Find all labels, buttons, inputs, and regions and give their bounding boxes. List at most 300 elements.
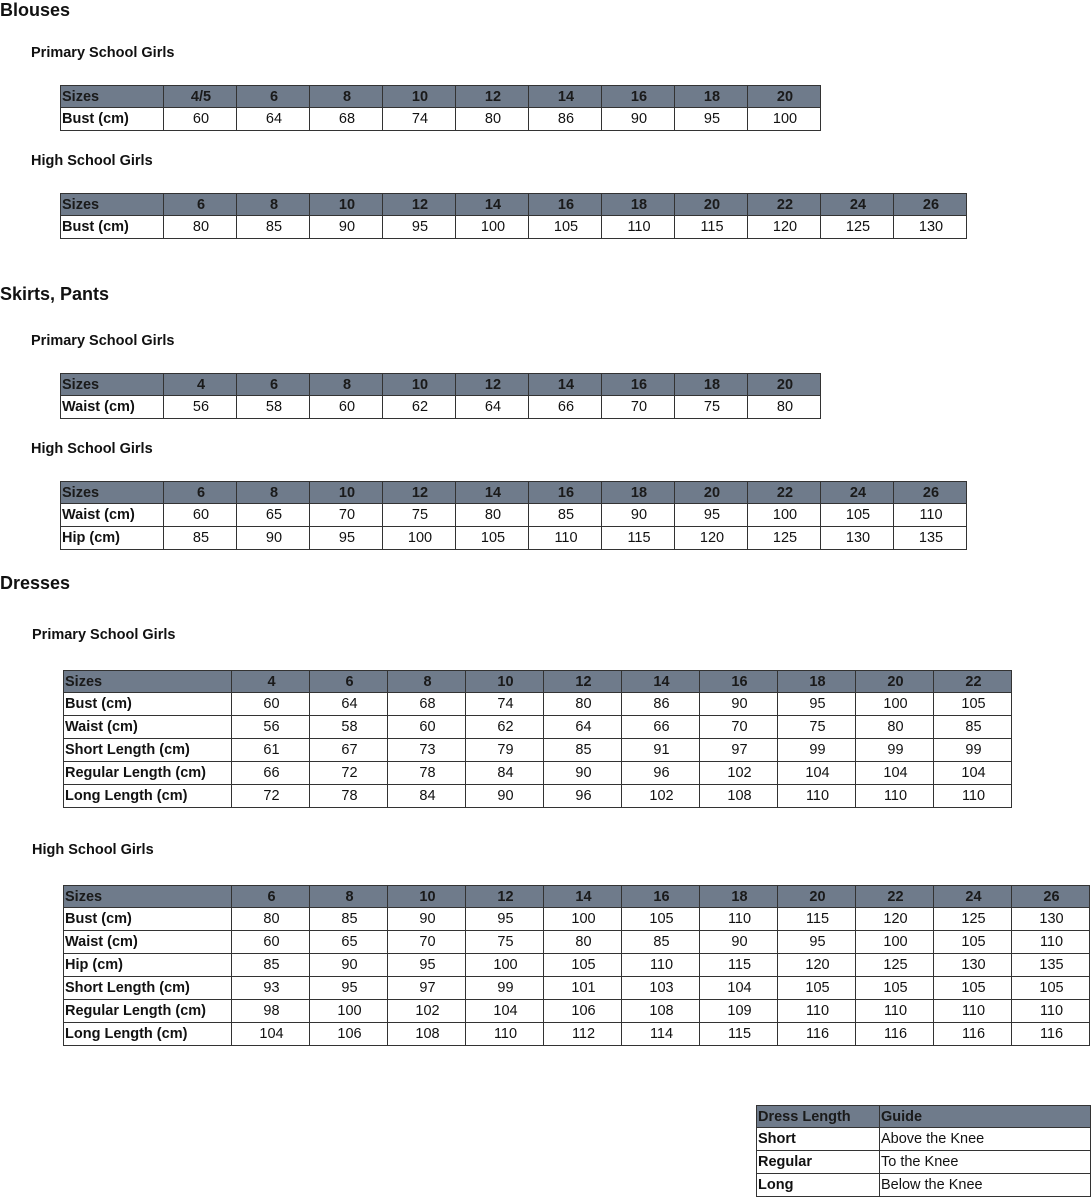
measurement-value-cell: 104	[466, 1000, 544, 1023]
table-header-row	[61, 194, 967, 216]
size-header-cell: 18	[602, 482, 675, 504]
size-header-cell: 16	[622, 886, 700, 908]
measurement-value-cell: 90	[700, 693, 778, 716]
measurement-label-cell: Hip (cm)	[61, 527, 164, 550]
measurement-value-cell: 103	[622, 977, 700, 1000]
measurement-value-cell: 80	[748, 396, 821, 419]
size-header-cell: 18	[675, 374, 748, 396]
measurement-value-cell: 110	[894, 504, 967, 527]
measurement-value-cell: 114	[622, 1023, 700, 1046]
measurement-value-cell: 70	[602, 396, 675, 419]
measurement-value-cell: 90	[544, 762, 622, 785]
measurement-label-cell: Waist (cm)	[64, 931, 232, 954]
measurement-value-cell: 80	[544, 693, 622, 716]
size-header-cell: 10	[310, 194, 383, 216]
size-header-cell: 20	[856, 671, 934, 693]
measurement-value-cell: 75	[466, 931, 544, 954]
table-row	[64, 739, 1012, 762]
dress-length-guide-table	[756, 1105, 1091, 1197]
size-header-cell: 10	[466, 671, 544, 693]
measurement-value-cell: 85	[310, 908, 388, 931]
measurement-label-cell: Waist (cm)	[61, 504, 164, 527]
size-header-cell: 22	[748, 194, 821, 216]
size-header-cell: 10	[310, 482, 383, 504]
measurement-value-cell: 105	[529, 216, 602, 239]
guide-header-row	[757, 1106, 1091, 1128]
table-row	[64, 1000, 1090, 1023]
measurement-value-cell: 105	[821, 504, 894, 527]
size-header-cell: 16	[529, 194, 602, 216]
measurement-value-cell: 60	[388, 716, 466, 739]
size-header-cell: 8	[237, 194, 310, 216]
measurement-value-cell: 80	[856, 716, 934, 739]
measurement-value-cell: 90	[602, 108, 675, 131]
size-header-cell: 18	[675, 86, 748, 108]
measurement-value-cell: 72	[232, 785, 310, 808]
size-header-cell: 24	[934, 886, 1012, 908]
guide-length-label: Short	[757, 1128, 880, 1151]
size-header-cell: 18	[778, 671, 856, 693]
size-header-cell: 6	[310, 671, 388, 693]
measurement-value-cell: 75	[383, 504, 456, 527]
measurement-value-cell: 84	[466, 762, 544, 785]
size-header-cell: 10	[388, 886, 466, 908]
measurement-value-cell: 99	[778, 739, 856, 762]
measurement-value-cell: 110	[934, 785, 1012, 808]
measurement-value-cell: 65	[237, 504, 310, 527]
measurement-value-cell: 95	[675, 504, 748, 527]
size-header-cell: 12	[383, 194, 456, 216]
measurement-value-cell: 110	[602, 216, 675, 239]
measurement-value-cell: 110	[856, 1000, 934, 1023]
measurement-value-cell: 85	[237, 216, 310, 239]
measurement-value-cell: 90	[602, 504, 675, 527]
measurement-value-cell: 66	[622, 716, 700, 739]
size-header-cell: 20	[748, 86, 821, 108]
measurement-value-cell: 100	[856, 931, 934, 954]
subtitle-dresses-high: High School Girls	[32, 842, 154, 858]
size-header-cell: 8	[388, 671, 466, 693]
size-header-cell: 10	[383, 86, 456, 108]
measurement-value-cell: 68	[388, 693, 466, 716]
size-header-cell: 14	[544, 886, 622, 908]
measurement-label-cell: Short Length (cm)	[64, 739, 232, 762]
measurement-value-cell: 115	[700, 954, 778, 977]
size-header-cell: 14	[529, 86, 602, 108]
size-header-cell: 14	[622, 671, 700, 693]
guide-row-long	[757, 1174, 1091, 1197]
size-header-cell: 16	[529, 482, 602, 504]
measurement-value-cell: 105	[934, 693, 1012, 716]
measurement-value-cell: 105	[934, 977, 1012, 1000]
size-header-cell: 14	[456, 194, 529, 216]
size-header-cell: 10	[383, 374, 456, 396]
measurement-label-cell: Waist (cm)	[61, 396, 164, 419]
measurement-value-cell: 110	[1012, 1000, 1090, 1023]
measurement-value-cell: 95	[383, 216, 456, 239]
measurement-label-cell: Regular Length (cm)	[64, 762, 232, 785]
measurement-value-cell: 61	[232, 739, 310, 762]
size-header-cell: 6	[232, 886, 310, 908]
size-table-blouses-high	[60, 193, 967, 239]
measurement-value-cell: 130	[934, 954, 1012, 977]
measurement-value-cell: 102	[622, 785, 700, 808]
measurement-value-cell: 110	[622, 954, 700, 977]
measurement-value-cell: 100	[748, 504, 821, 527]
section-title-skirts-pants: Skirts, Pants	[0, 284, 110, 304]
measurement-value-cell: 108	[700, 785, 778, 808]
measurement-value-cell: 125	[748, 527, 821, 550]
measurement-value-cell: 97	[388, 977, 466, 1000]
measurement-value-cell: 64	[237, 108, 310, 131]
size-header-cell: 4/5	[164, 86, 237, 108]
measurement-value-cell: 80	[164, 216, 237, 239]
measurement-value-cell: 101	[544, 977, 622, 1000]
table-row	[64, 785, 1012, 808]
measurement-value-cell: 80	[456, 504, 529, 527]
size-header-cell: 20	[675, 482, 748, 504]
measurement-value-cell: 100	[856, 693, 934, 716]
measurement-value-cell: 115	[778, 908, 856, 931]
subtitle-dresses-primary: Primary School Girls	[32, 627, 176, 643]
size-header-cell: 22	[748, 482, 821, 504]
measurement-value-cell: 85	[529, 504, 602, 527]
measurement-value-cell: 79	[466, 739, 544, 762]
size-header-cell: 12	[383, 482, 456, 504]
measurement-value-cell: 104	[778, 762, 856, 785]
measurement-value-cell: 60	[310, 396, 383, 419]
table-row	[64, 954, 1090, 977]
size-header-cell: 22	[856, 886, 934, 908]
size-header-cell: 20	[748, 374, 821, 396]
measurement-value-cell: 115	[602, 527, 675, 550]
table-header-row	[61, 482, 967, 504]
measurement-value-cell: 130	[1012, 908, 1090, 931]
size-header-cell: 6	[237, 86, 310, 108]
guide-length-label: Regular	[757, 1151, 880, 1174]
guide-header-dress-length: Dress Length	[757, 1106, 880, 1128]
measurement-value-cell: 116	[778, 1023, 856, 1046]
measurement-value-cell: 99	[466, 977, 544, 1000]
measurement-value-cell: 58	[237, 396, 310, 419]
subtitle-skirts-high: High School Girls	[31, 441, 153, 457]
measurement-value-cell: 104	[856, 762, 934, 785]
measurement-value-cell: 100	[748, 108, 821, 131]
size-table-blouses-primary	[60, 85, 821, 131]
measurement-value-cell: 60	[164, 504, 237, 527]
table-header-row	[61, 374, 821, 396]
measurement-value-cell: 85	[164, 527, 237, 550]
size-header-cell: 20	[778, 886, 856, 908]
measurement-value-cell: 95	[778, 931, 856, 954]
measurement-value-cell: 100	[310, 1000, 388, 1023]
guide-row-regular	[757, 1151, 1091, 1174]
measurement-value-cell: 110	[466, 1023, 544, 1046]
measurement-value-cell: 90	[388, 908, 466, 931]
measurement-value-cell: 66	[232, 762, 310, 785]
measurement-value-cell: 106	[544, 1000, 622, 1023]
table-row	[64, 716, 1012, 739]
sizes-header-cell: Sizes	[61, 374, 164, 396]
measurement-value-cell: 60	[164, 108, 237, 131]
size-header-cell: 24	[821, 482, 894, 504]
measurement-label-cell: Bust (cm)	[61, 108, 164, 131]
measurement-value-cell: 100	[383, 527, 456, 550]
measurement-value-cell: 98	[232, 1000, 310, 1023]
measurement-value-cell: 116	[1012, 1023, 1090, 1046]
measurement-value-cell: 112	[544, 1023, 622, 1046]
measurement-value-cell: 100	[466, 954, 544, 977]
sizes-header-cell: Sizes	[61, 86, 164, 108]
measurement-value-cell: 62	[466, 716, 544, 739]
size-header-cell: 12	[456, 374, 529, 396]
measurement-value-cell: 105	[622, 908, 700, 931]
measurement-value-cell: 90	[466, 785, 544, 808]
measurement-value-cell: 95	[310, 527, 383, 550]
size-header-cell: 14	[529, 374, 602, 396]
measurement-value-cell: 96	[622, 762, 700, 785]
measurement-value-cell: 85	[544, 739, 622, 762]
measurement-value-cell: 74	[466, 693, 544, 716]
size-header-cell: 24	[821, 194, 894, 216]
measurement-value-cell: 85	[232, 954, 310, 977]
measurement-label-cell: Bust (cm)	[64, 693, 232, 716]
table-header-row	[64, 671, 1012, 693]
measurement-value-cell: 58	[310, 716, 388, 739]
measurement-value-cell: 95	[310, 977, 388, 1000]
size-header-cell: 8	[310, 86, 383, 108]
measurement-value-cell: 105	[456, 527, 529, 550]
size-table-skirts-primary	[60, 373, 821, 419]
measurement-value-cell: 74	[383, 108, 456, 131]
table-header-row	[61, 86, 821, 108]
measurement-value-cell: 70	[388, 931, 466, 954]
measurement-value-cell: 110	[529, 527, 602, 550]
table-row	[64, 1023, 1090, 1046]
measurement-value-cell: 95	[388, 954, 466, 977]
measurement-value-cell: 60	[232, 693, 310, 716]
measurement-value-cell: 125	[821, 216, 894, 239]
measurement-label-cell: Bust (cm)	[61, 216, 164, 239]
measurement-value-cell: 67	[310, 739, 388, 762]
size-header-cell: 26	[894, 194, 967, 216]
measurement-value-cell: 115	[675, 216, 748, 239]
measurement-value-cell: 95	[778, 693, 856, 716]
measurement-value-cell: 110	[700, 908, 778, 931]
size-header-cell: 18	[602, 194, 675, 216]
size-header-cell: 4	[232, 671, 310, 693]
table-row	[64, 977, 1090, 1000]
table-header-row	[64, 886, 1090, 908]
sizes-header-cell: Sizes	[64, 886, 232, 908]
measurement-value-cell: 95	[675, 108, 748, 131]
measurement-value-cell: 110	[778, 1000, 856, 1023]
size-header-cell: 18	[700, 886, 778, 908]
measurement-value-cell: 80	[456, 108, 529, 131]
measurement-value-cell: 108	[622, 1000, 700, 1023]
measurement-label-cell: Waist (cm)	[64, 716, 232, 739]
measurement-value-cell: 86	[529, 108, 602, 131]
measurement-value-cell: 105	[544, 954, 622, 977]
size-header-cell: 16	[700, 671, 778, 693]
measurement-value-cell: 116	[934, 1023, 1012, 1046]
measurement-label-cell: Short Length (cm)	[64, 977, 232, 1000]
measurement-value-cell: 90	[700, 931, 778, 954]
section-title-dresses: Dresses	[0, 573, 71, 593]
size-table-dresses-high	[63, 885, 1090, 1046]
measurement-value-cell: 104	[700, 977, 778, 1000]
measurement-value-cell: 105	[934, 931, 1012, 954]
measurement-value-cell: 75	[675, 396, 748, 419]
measurement-value-cell: 110	[778, 785, 856, 808]
measurement-value-cell: 85	[934, 716, 1012, 739]
measurement-value-cell: 64	[456, 396, 529, 419]
measurement-value-cell: 80	[544, 931, 622, 954]
size-header-cell: 12	[456, 86, 529, 108]
measurement-value-cell: 100	[456, 216, 529, 239]
size-header-cell: 20	[675, 194, 748, 216]
guide-row-short	[757, 1128, 1091, 1151]
guide-description: To the Knee	[880, 1151, 1091, 1174]
measurement-value-cell: 120	[675, 527, 748, 550]
table-row	[61, 527, 967, 550]
measurement-value-cell: 73	[388, 739, 466, 762]
measurement-label-cell: Regular Length (cm)	[64, 1000, 232, 1023]
measurement-value-cell: 100	[544, 908, 622, 931]
measurement-label-cell: Long Length (cm)	[64, 785, 232, 808]
measurement-value-cell: 95	[466, 908, 544, 931]
measurement-value-cell: 68	[310, 108, 383, 131]
measurement-value-cell: 115	[700, 1023, 778, 1046]
guide-description: Above the Knee	[880, 1128, 1091, 1151]
measurement-value-cell: 105	[856, 977, 934, 1000]
measurement-value-cell: 84	[388, 785, 466, 808]
guide-description: Below the Knee	[880, 1174, 1091, 1197]
size-header-cell: 16	[602, 86, 675, 108]
table-row	[61, 396, 821, 419]
measurement-value-cell: 90	[237, 527, 310, 550]
measurement-value-cell: 62	[383, 396, 456, 419]
size-table-dresses-primary	[63, 670, 1012, 808]
subtitle-skirts-primary: Primary School Girls	[31, 333, 175, 349]
measurement-value-cell: 120	[856, 908, 934, 931]
size-header-cell: 6	[164, 482, 237, 504]
measurement-value-cell: 75	[778, 716, 856, 739]
measurement-value-cell: 99	[856, 739, 934, 762]
table-row	[64, 693, 1012, 716]
sizes-header-cell: Sizes	[61, 194, 164, 216]
measurement-value-cell: 135	[894, 527, 967, 550]
measurement-value-cell: 56	[164, 396, 237, 419]
measurement-value-cell: 110	[1012, 931, 1090, 954]
measurement-value-cell: 110	[856, 785, 934, 808]
size-header-cell: 14	[456, 482, 529, 504]
size-header-cell: 16	[602, 374, 675, 396]
size-header-cell: 8	[237, 482, 310, 504]
measurement-value-cell: 64	[310, 693, 388, 716]
table-row	[64, 931, 1090, 954]
measurement-value-cell: 105	[778, 977, 856, 1000]
measurement-value-cell: 85	[622, 931, 700, 954]
table-row	[61, 216, 967, 239]
measurement-value-cell: 60	[232, 931, 310, 954]
measurement-value-cell: 66	[529, 396, 602, 419]
measurement-value-cell: 102	[700, 762, 778, 785]
measurement-value-cell: 90	[310, 216, 383, 239]
measurement-value-cell: 90	[310, 954, 388, 977]
size-table-skirts-high	[60, 481, 967, 550]
measurement-value-cell: 97	[700, 739, 778, 762]
measurement-value-cell: 72	[310, 762, 388, 785]
measurement-value-cell: 104	[232, 1023, 310, 1046]
measurement-label-cell: Hip (cm)	[64, 954, 232, 977]
size-header-cell: 12	[544, 671, 622, 693]
size-header-cell: 8	[310, 374, 383, 396]
measurement-value-cell: 70	[700, 716, 778, 739]
table-row	[64, 908, 1090, 931]
size-header-cell: 6	[237, 374, 310, 396]
section-title-blouses: Blouses	[0, 0, 71, 20]
size-header-cell: 26	[1012, 886, 1090, 908]
measurement-value-cell: 65	[310, 931, 388, 954]
table-row	[61, 108, 821, 131]
measurement-label-cell: Long Length (cm)	[64, 1023, 232, 1046]
guide-length-label: Long	[757, 1174, 880, 1197]
size-header-cell: 26	[894, 482, 967, 504]
measurement-value-cell: 80	[232, 908, 310, 931]
measurement-value-cell: 130	[894, 216, 967, 239]
sizes-header-cell: Sizes	[61, 482, 164, 504]
measurement-value-cell: 86	[622, 693, 700, 716]
measurement-value-cell: 102	[388, 1000, 466, 1023]
measurement-value-cell: 110	[934, 1000, 1012, 1023]
size-header-cell: 6	[164, 194, 237, 216]
measurement-value-cell: 106	[310, 1023, 388, 1046]
measurement-value-cell: 108	[388, 1023, 466, 1046]
subtitle-blouses-high: High School Girls	[31, 153, 153, 169]
measurement-value-cell: 56	[232, 716, 310, 739]
measurement-value-cell: 78	[310, 785, 388, 808]
measurement-value-cell: 96	[544, 785, 622, 808]
size-header-cell: 22	[934, 671, 1012, 693]
subtitle-blouses-primary: Primary School Girls	[31, 45, 175, 61]
measurement-value-cell: 120	[748, 216, 821, 239]
measurement-value-cell: 93	[232, 977, 310, 1000]
measurement-value-cell: 116	[856, 1023, 934, 1046]
measurement-value-cell: 135	[1012, 954, 1090, 977]
sizes-header-cell: Sizes	[64, 671, 232, 693]
size-header-cell: 4	[164, 374, 237, 396]
measurement-label-cell: Bust (cm)	[64, 908, 232, 931]
measurement-value-cell: 104	[934, 762, 1012, 785]
measurement-value-cell: 70	[310, 504, 383, 527]
size-header-cell: 12	[466, 886, 544, 908]
measurement-value-cell: 105	[1012, 977, 1090, 1000]
measurement-value-cell: 109	[700, 1000, 778, 1023]
measurement-value-cell: 91	[622, 739, 700, 762]
measurement-value-cell: 125	[934, 908, 1012, 931]
measurement-value-cell: 78	[388, 762, 466, 785]
measurement-value-cell: 64	[544, 716, 622, 739]
table-row	[64, 762, 1012, 785]
measurement-value-cell: 99	[934, 739, 1012, 762]
guide-header-guide: Guide	[880, 1106, 1091, 1128]
measurement-value-cell: 120	[778, 954, 856, 977]
measurement-value-cell: 125	[856, 954, 934, 977]
measurement-value-cell: 130	[821, 527, 894, 550]
size-header-cell: 8	[310, 886, 388, 908]
table-row	[61, 504, 967, 527]
